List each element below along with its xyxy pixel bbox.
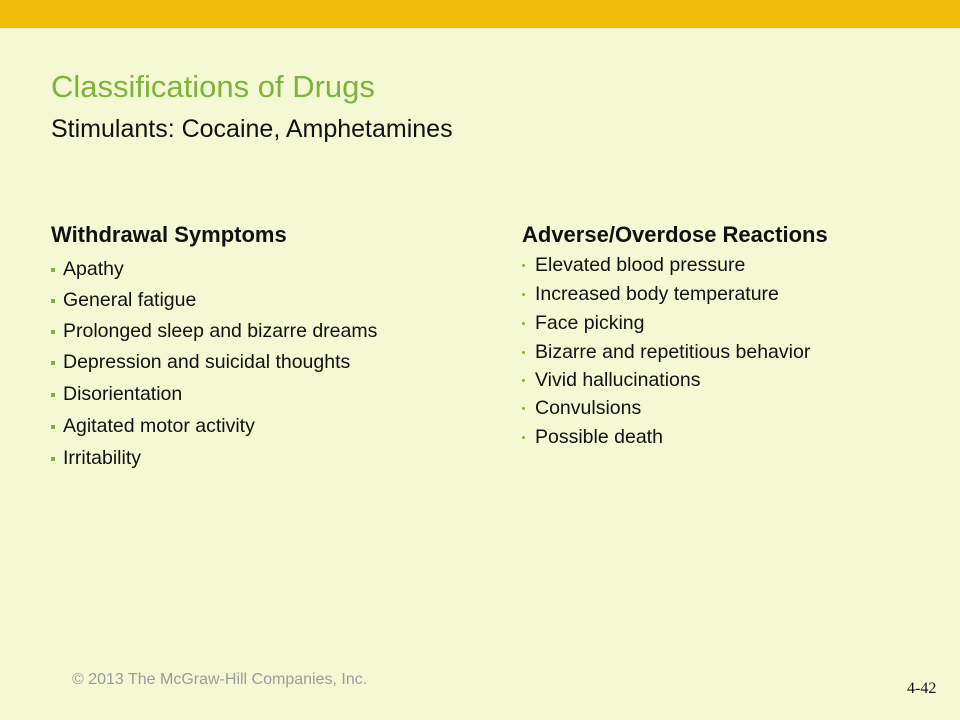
square-bullet-icon [51,457,55,461]
square-bullet-icon [51,299,55,303]
square-bullet-icon [51,361,55,365]
list-item: Irritability [51,447,141,470]
list-item: Apathy [51,258,124,281]
list-item: Convulsions [522,397,641,420]
slide-number: 4-42 [907,680,937,697]
dot-bullet-icon [522,379,525,382]
dot-bullet-icon [522,351,525,354]
dot-bullet-icon [522,436,525,439]
top-accent-bar [0,0,960,28]
square-bullet-icon [51,425,55,429]
list-item: Disorientation [51,383,182,406]
copyright-notice: © 2013 The McGraw-Hill Companies, Inc. [72,671,368,688]
list-item: Bizarre and repetitious behavior [522,341,810,364]
list-item: Prolonged sleep and bizarre dreams [51,320,377,343]
list-item: Agitated motor activity [51,415,255,438]
dot-bullet-icon [522,407,525,410]
square-bullet-icon [51,268,55,272]
slide-title: Classifications of Drugs [51,69,375,104]
dot-bullet-icon [522,322,525,325]
adverse-heading: Adverse/Overdose Reactions [522,222,828,247]
list-item: Vivid hallucinations [522,369,701,392]
list-item: Possible death [522,426,663,449]
slide-subtitle: Stimulants: Cocaine, Amphetamines [51,115,453,143]
square-bullet-icon [51,330,55,334]
list-item: Face picking [522,312,644,335]
dot-bullet-icon [522,264,525,267]
list-item: General fatigue [51,289,196,312]
withdrawal-heading: Withdrawal Symptoms [51,222,287,247]
list-item: Elevated blood pressure [522,254,745,277]
square-bullet-icon [51,393,55,397]
list-item: Depression and suicidal thoughts [51,351,350,374]
dot-bullet-icon [522,293,525,296]
list-item: Increased body temperature [522,283,779,306]
